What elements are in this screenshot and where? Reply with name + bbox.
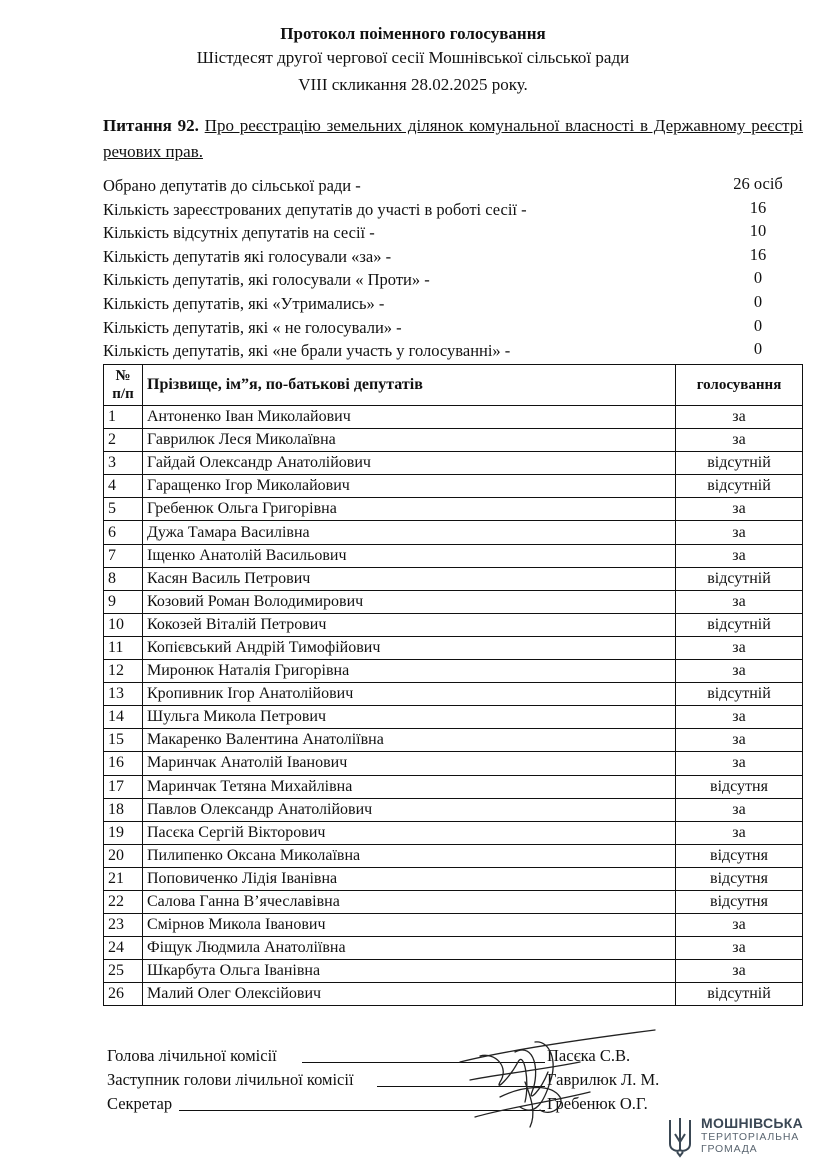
question-text: Про реєстрацію земельних ділянок комунальної власності в Державному реєстрі речових прав. <box>103 116 803 161</box>
deputy-name: Поповиченко Лідія Іванівна <box>143 867 676 890</box>
vote-result: відсутня <box>676 844 803 867</box>
stat-value: 16 <box>749 244 767 264</box>
vote-result: за <box>676 406 803 429</box>
table-row <box>104 475 803 498</box>
vote-result: за <box>676 752 803 775</box>
stat-row <box>103 221 803 245</box>
deputy-name: Маринчак Анатолій Іванович <box>143 752 676 775</box>
deputy-name: Кропивник Ігор Анатолійович <box>143 683 676 706</box>
deputy-name: Іщенко Анатолій Васильович <box>143 544 676 567</box>
stat-label: Кількість депутатів, які «Утримались» - <box>103 293 385 313</box>
row-number: 26 <box>104 983 143 1006</box>
deputy-name: Гаврилюк Леся Миколаївна <box>143 429 676 452</box>
table-row <box>104 983 803 1006</box>
table-row <box>104 890 803 913</box>
signatory-name: Гребенюк О.Г. <box>547 1094 648 1113</box>
signatory-role: Секретар <box>107 1094 173 1113</box>
row-number: 20 <box>104 844 143 867</box>
vote-result: відсутній <box>676 683 803 706</box>
vote-statistics <box>103 174 803 363</box>
stat-value: 10 <box>749 221 767 241</box>
vote-result: відсутня <box>676 775 803 798</box>
row-number: 9 <box>104 590 143 613</box>
stat-label: Кількість депутатів які голосували «за» - <box>103 246 392 266</box>
vote-result: відсутній <box>676 452 803 475</box>
stat-row <box>103 245 803 269</box>
signatory-name: Пасєка С.В. <box>547 1046 631 1065</box>
deputy-name: Касян Василь Петрович <box>143 567 676 590</box>
row-number: 1 <box>104 406 143 429</box>
table-row <box>104 660 803 683</box>
session-subtitle: Шістдесят другої чергової сесії Мошнівської сільської ради <box>196 48 630 67</box>
vote-result: відсутній <box>676 567 803 590</box>
signatory-name: Гаврилюк Л. М. <box>547 1070 660 1089</box>
deputy-name: Салова Ганна В’ячеславівна <box>143 890 676 913</box>
session-date: VIII скликання 28.02.2025 року. <box>298 75 528 94</box>
deputy-name: Пасєка Сергій Вікторович <box>143 821 676 844</box>
table-row <box>104 683 803 706</box>
stat-label: Обрано депутатів до сільської ради - <box>103 176 361 195</box>
handwritten-signature <box>440 1022 680 1132</box>
stat-label: Кількість депутатів, які « не голосували» - <box>103 317 402 337</box>
vote-result: відсутній <box>676 613 803 636</box>
row-number: 2 <box>104 429 143 452</box>
deputy-name: Кокозей Віталій Петрович <box>143 613 676 636</box>
row-number: 10 <box>104 613 143 636</box>
stat-value: 0 <box>753 291 763 311</box>
table-row <box>104 775 803 798</box>
row-number: 18 <box>104 798 143 821</box>
vote-result: відсутній <box>676 983 803 1006</box>
deputy-name: Козовий Роман Володимирович <box>143 590 676 613</box>
row-number: 4 <box>104 475 143 498</box>
deputy-name: Копієвський Андрій Тимофійович <box>143 636 676 659</box>
table-row <box>104 567 803 590</box>
stat-row <box>103 292 803 316</box>
row-number: 8 <box>104 567 143 590</box>
table-row <box>104 867 803 890</box>
row-number: 24 <box>104 937 143 960</box>
stat-label: Кількість депутатів, які «не брали участь у голосуванні» - <box>103 341 511 361</box>
row-number: 23 <box>104 914 143 937</box>
row-number: 3 <box>104 452 143 475</box>
voting-table <box>103 364 803 1006</box>
vote-result: за <box>676 544 803 567</box>
deputy-name: Шкарбута Ольга Іванівна <box>143 960 676 983</box>
header-name: Прізвище, ім”я, по-батькові депутатів <box>143 365 676 406</box>
row-number: 7 <box>104 544 143 567</box>
vote-result: за <box>676 937 803 960</box>
deputy-name: Малий Олег Олексійович <box>143 983 676 1006</box>
table-row <box>104 960 803 983</box>
vote-result: за <box>676 498 803 521</box>
stat-row <box>103 316 803 340</box>
stat-value: 0 <box>753 268 763 288</box>
row-number: 15 <box>104 729 143 752</box>
deputy-name: Смірнов Микола Іванович <box>143 914 676 937</box>
table-row <box>104 521 803 544</box>
deputy-name: Гребенюк Ольга Григорівна <box>143 498 676 521</box>
table-row <box>104 798 803 821</box>
stat-label: Кількість депутатів, які голосували « Проти» - <box>103 270 430 290</box>
table-row <box>104 706 803 729</box>
vote-result: за <box>676 590 803 613</box>
trident-icon <box>665 1114 695 1158</box>
table-row <box>104 729 803 752</box>
row-number: 22 <box>104 890 143 913</box>
stat-row <box>103 174 803 198</box>
row-number: 6 <box>104 521 143 544</box>
row-number: 16 <box>104 752 143 775</box>
signatory-role: Голова лічильної комісії <box>107 1046 277 1065</box>
table-row <box>104 590 803 613</box>
table-row <box>104 452 803 475</box>
vote-result: за <box>676 521 803 544</box>
deputy-name: Маринчак Тетяна Михайлівна <box>143 775 676 798</box>
vote-result: за <box>676 706 803 729</box>
row-number: 5 <box>104 498 143 521</box>
logo-line-2: ТЕРИТОРІАЛЬНА <box>701 1131 799 1143</box>
table-row <box>104 636 803 659</box>
row-number: 17 <box>104 775 143 798</box>
table-body <box>104 406 803 1006</box>
table-row <box>104 914 803 937</box>
vote-result: за <box>676 960 803 983</box>
document-title: Протокол поіменного голосування <box>280 24 546 43</box>
stat-value: 0 <box>753 339 763 359</box>
stat-row <box>103 198 803 222</box>
question-block <box>103 113 803 165</box>
vote-result: за <box>676 660 803 683</box>
stat-label: Кількість відсутніх депутатів на сесії - <box>103 223 375 243</box>
stat-label: Кількість зареєстрованих депутатів до участі в роботі сесії - <box>103 199 527 219</box>
vote-result: за <box>676 798 803 821</box>
row-number: 14 <box>104 706 143 729</box>
table-row <box>104 937 803 960</box>
deputy-name: Гаращенко Ігор Миколайович <box>143 475 676 498</box>
row-number: 11 <box>104 636 143 659</box>
stat-row <box>103 339 803 363</box>
table-row <box>104 406 803 429</box>
deputy-name: Миронюк Наталія Григорівна <box>143 660 676 683</box>
table-row <box>104 821 803 844</box>
vote-result: за <box>676 729 803 752</box>
vote-result: за <box>676 821 803 844</box>
row-number: 25 <box>104 960 143 983</box>
table-header-row <box>104 365 803 406</box>
header-num: № п/п <box>104 365 143 406</box>
table-row <box>104 544 803 567</box>
question-label: Питання 92. <box>103 116 199 135</box>
vote-result: відсутній <box>676 475 803 498</box>
table-row <box>104 429 803 452</box>
community-logo <box>665 1114 815 1160</box>
stat-row <box>103 268 803 292</box>
deputy-name: Гайдай Олександр Анатолійович <box>143 452 676 475</box>
table-row <box>104 498 803 521</box>
stat-value: 0 <box>753 315 763 335</box>
deputy-name: Шульга Микола Петрович <box>143 706 676 729</box>
table-row <box>104 844 803 867</box>
deputy-name: Макаренко Валентина Анатоліївна <box>143 729 676 752</box>
logo-line-3: ГРОМАДА <box>701 1143 758 1155</box>
row-number: 13 <box>104 683 143 706</box>
header-vote: голосування <box>676 365 803 406</box>
stat-value: 26 осіб <box>733 174 783 193</box>
deputy-name: Дужа Тамара Василівна <box>143 521 676 544</box>
row-number: 19 <box>104 821 143 844</box>
vote-result: відсутня <box>676 867 803 890</box>
table-row <box>104 613 803 636</box>
vote-result: за <box>676 429 803 452</box>
row-number: 12 <box>104 660 143 683</box>
vote-result: за <box>676 914 803 937</box>
vote-result: за <box>676 636 803 659</box>
table-row <box>104 752 803 775</box>
logo-line-1: МОШНІВСЬКА <box>701 1115 804 1131</box>
deputy-name: Антоненко Іван Миколайович <box>143 406 676 429</box>
deputy-name: Павлов Олександр Анатолійович <box>143 798 676 821</box>
deputy-name: Фіщук Людмила Анатоліївна <box>143 937 676 960</box>
row-number: 21 <box>104 867 143 890</box>
signatory-role: Заступник голови лічильної комісії <box>107 1070 354 1089</box>
deputy-name: Пилипенко Оксана Миколаївна <box>143 844 676 867</box>
stat-value: 16 <box>749 197 767 217</box>
vote-result: відсутня <box>676 890 803 913</box>
